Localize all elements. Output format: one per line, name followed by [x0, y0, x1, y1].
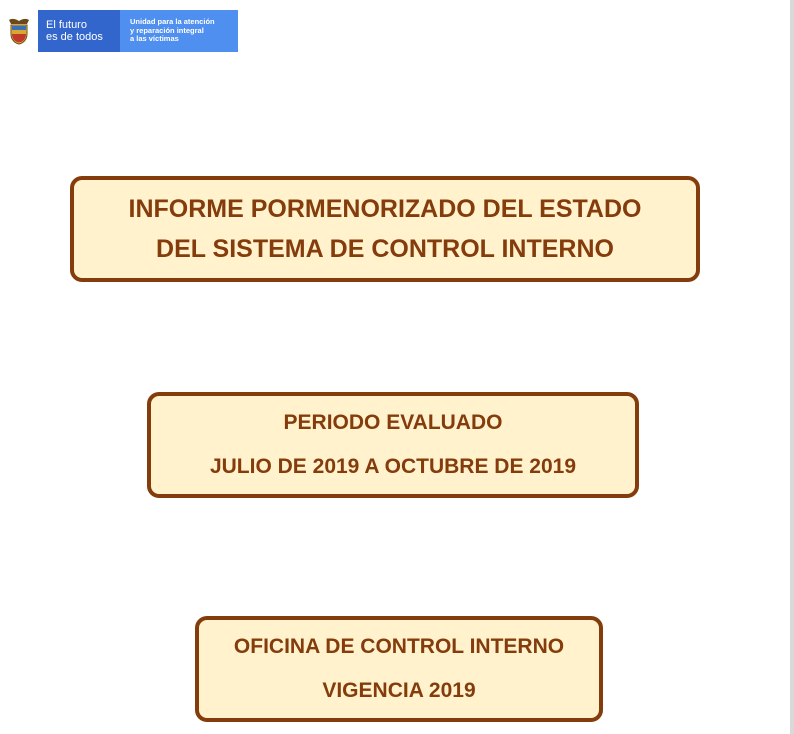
office-name: OFICINA DE CONTROL INTERNO [233, 635, 565, 658]
entity-line-2: y reparación integral [130, 25, 204, 35]
page-edge [790, 0, 794, 734]
slogan-line-1: El futuro [46, 19, 87, 31]
report-title-line-2: DEL SISTEMA DE CONTROL INTERNO [156, 235, 614, 263]
colombia-coat-of-arms-icon [0, 10, 38, 52]
entity-name-block [120, 10, 238, 52]
validity-year: VIGENCIA 2019 [322, 679, 476, 702]
report-title-line-1: INFORME PORMENORIZADO DEL ESTADO [128, 195, 642, 223]
office-box [195, 616, 603, 722]
evaluated-period-box [147, 392, 639, 498]
slogan-line-2: es de todos [46, 31, 103, 43]
entity-line-1: Unidad para la atención [130, 17, 215, 27]
entity-line-3: a las víctimas [130, 34, 179, 44]
period-heading: PERIODO EVALUADO [283, 411, 503, 434]
header-logo [0, 10, 238, 52]
period-range: JULIO DE 2019 A OCTUBRE DE 2019 [209, 455, 577, 478]
report-title-box [70, 176, 700, 282]
slogan-block [38, 10, 120, 52]
